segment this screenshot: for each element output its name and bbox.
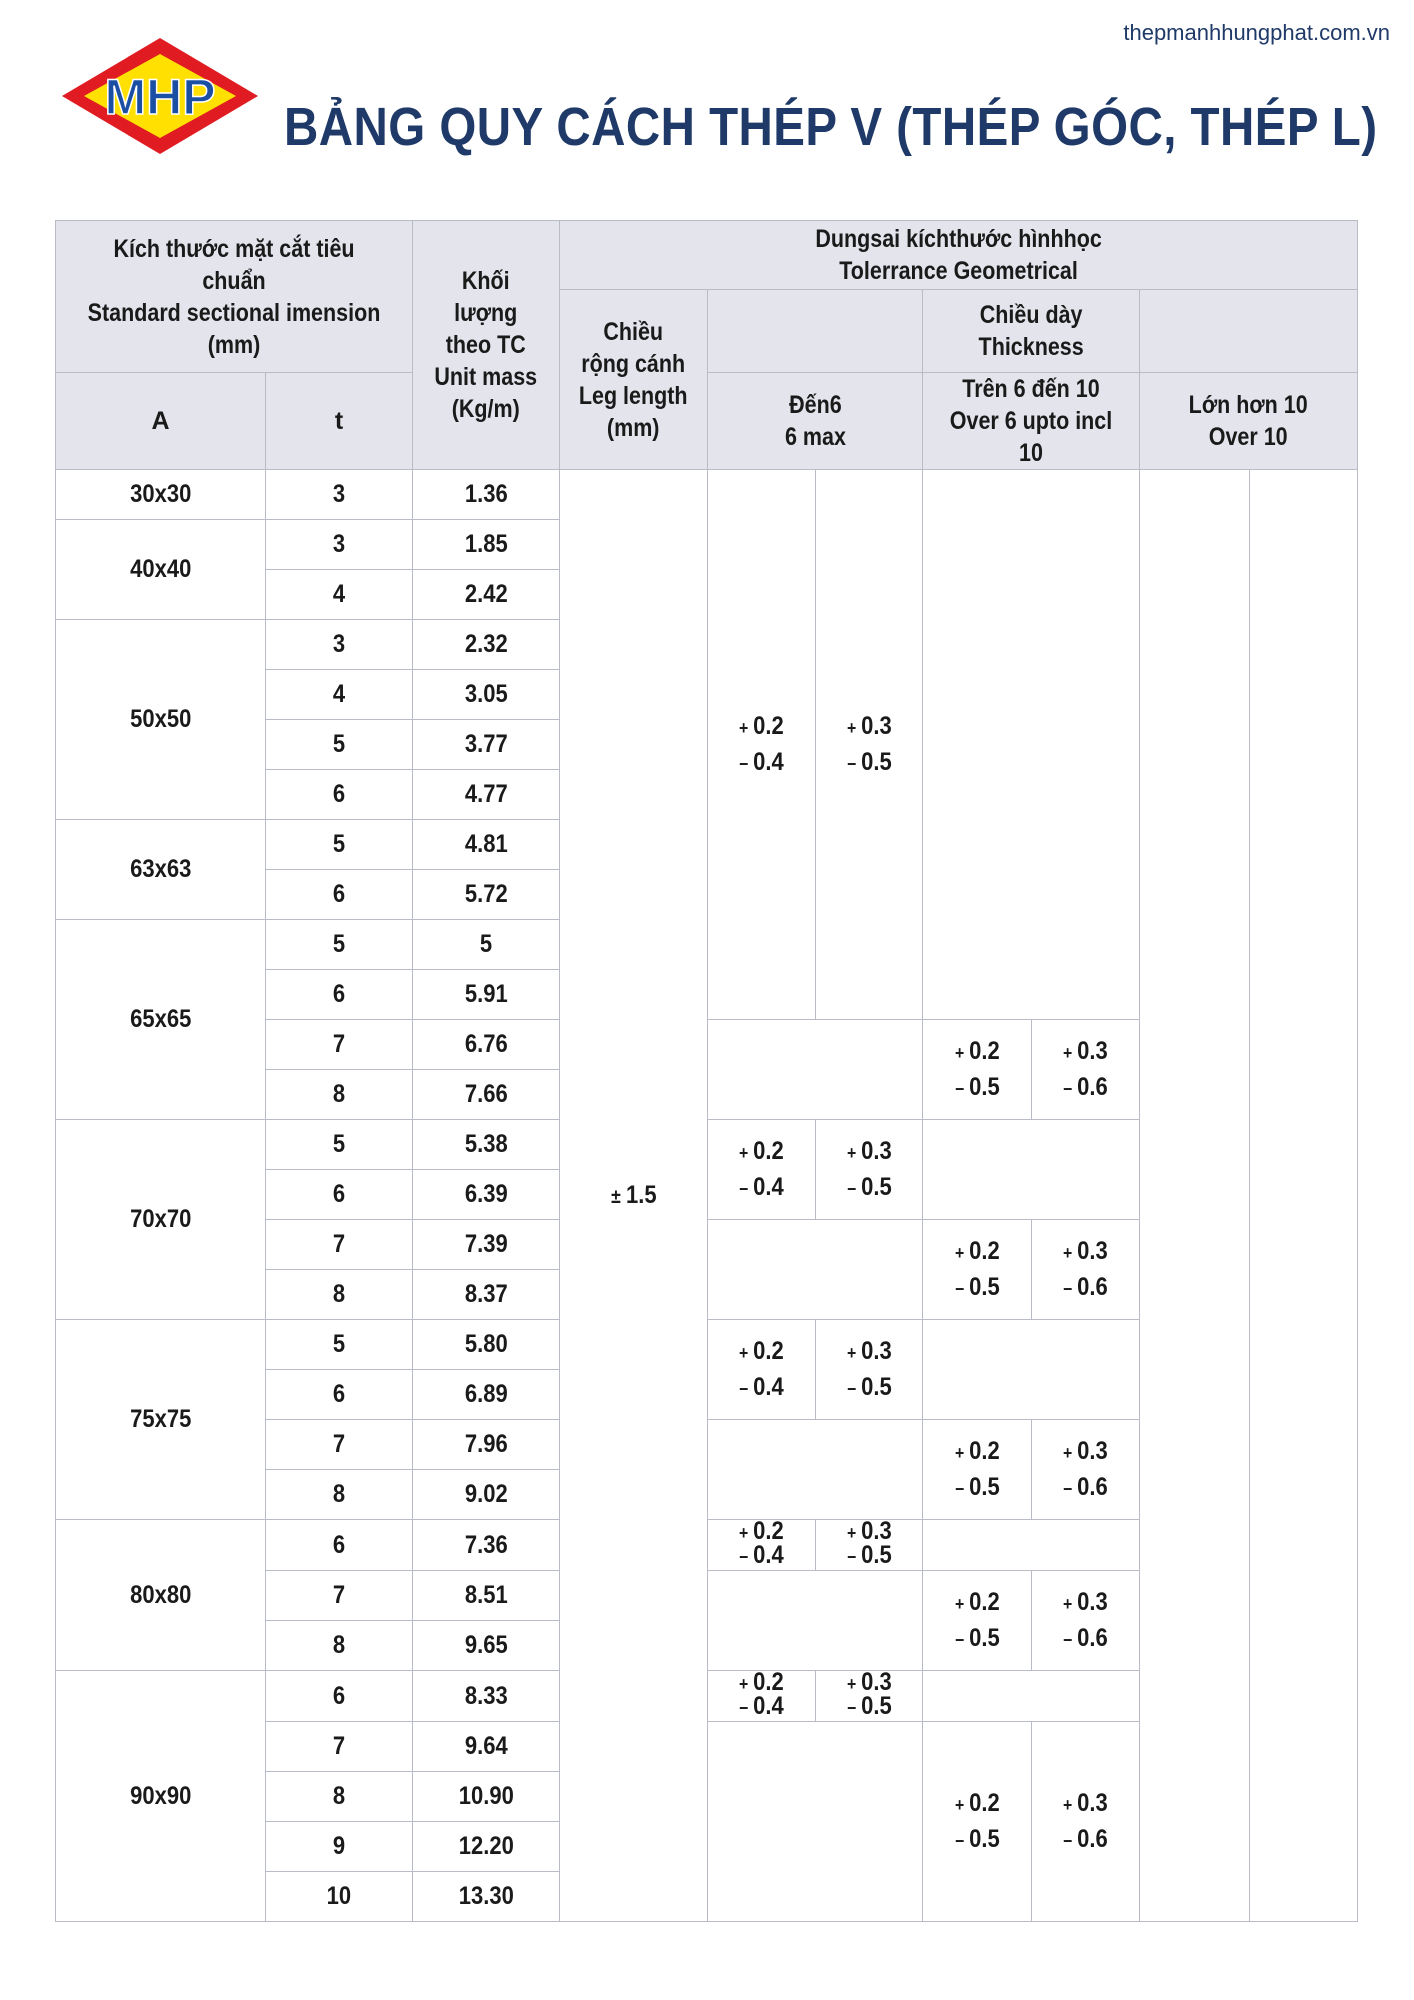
cell-empty xyxy=(923,1520,1140,1571)
cell-mass: 7.66 xyxy=(413,1070,560,1120)
header-upto-6: Đến6 6 max xyxy=(708,373,923,470)
cell-tol-upto6-a: + 0.2 − 0.4 xyxy=(708,1320,816,1420)
cell-thickness: 6 xyxy=(266,1671,413,1722)
header-standard-section: Kích thước mặt cắt tiêu chuẩn Standard sectional imension (mm) xyxy=(56,221,413,373)
cell-mass: 6.89 xyxy=(413,1370,560,1420)
header-tolerance: Dungsai kíchthước hìnhhọc Tolerrance Geometrical xyxy=(560,221,1358,290)
cell-mass: 5.80 xyxy=(413,1320,560,1370)
cell-mass: 2.42 xyxy=(413,570,560,620)
cell-tol-upto6-b: + 0.3 − 0.5 xyxy=(816,1671,923,1722)
cell-tol-upto6-a: + 0.2 − 0.4 xyxy=(708,1520,816,1571)
cell-mass: 9.64 xyxy=(413,1722,560,1772)
steel-spec-table xyxy=(55,220,1358,1922)
header-thickness: Chiều dày Thickness xyxy=(923,290,1140,373)
cell-size: 30x30 xyxy=(56,470,266,520)
cell-tol-upto6-b: + 0.3 − 0.5 xyxy=(816,1120,923,1220)
cell-mass: 1.36 xyxy=(413,470,560,520)
cell-mass: 7.39 xyxy=(413,1220,560,1270)
cell-mass: 5 xyxy=(413,920,560,970)
cell-empty xyxy=(708,1571,923,1671)
cell-mass: 5.72 xyxy=(413,870,560,920)
cell-over10-a xyxy=(1140,470,1250,1922)
cell-tol-upto6-b: + 0.3 − 0.5 xyxy=(816,470,923,1020)
cell-leg-tolerance: ± 1.5 xyxy=(560,470,708,1922)
cell-mass: 8.33 xyxy=(413,1671,560,1722)
cell-thickness: 5 xyxy=(266,720,413,770)
cell-tol-upto6-a: + 0.2 − 0.4 xyxy=(708,1671,816,1722)
header-blank-right xyxy=(1140,290,1358,373)
cell-mass: 7.96 xyxy=(413,1420,560,1470)
cell-mass: 13.30 xyxy=(413,1872,560,1922)
cell-mass: 8.37 xyxy=(413,1270,560,1320)
cell-tol-upto6-a: + 0.2 − 0.4 xyxy=(708,470,816,1020)
cell-thickness: 3 xyxy=(266,620,413,670)
cell-mass: 6.39 xyxy=(413,1170,560,1220)
cell-thickness: 7 xyxy=(266,1020,413,1070)
cell-thickness: 5 xyxy=(266,1120,413,1170)
cell-mass: 3.77 xyxy=(413,720,560,770)
page-title: BẢNG QUY CÁCH THÉP V (THÉP GÓC, THÉP L) xyxy=(284,97,1378,157)
cell-mass: 4.81 xyxy=(413,820,560,870)
cell-size: 80x80 xyxy=(56,1520,266,1671)
cell-thickness: 7 xyxy=(266,1420,413,1470)
cell-tol-upto6-b: + 0.3 − 0.5 xyxy=(816,1520,923,1571)
cell-tol-over6-a: + 0.2 − 0.5 xyxy=(923,1220,1032,1320)
cell-tol-over6-b: + 0.3 − 0.6 xyxy=(1032,1420,1140,1520)
cell-size: 75x75 xyxy=(56,1320,266,1520)
cell-tol-upto6-b: + 0.3 − 0.5 xyxy=(816,1320,923,1420)
cell-tol-over6-b: + 0.3 − 0.6 xyxy=(1032,1722,1140,1922)
table-row xyxy=(56,470,1358,520)
cell-size: 40x40 xyxy=(56,520,266,620)
cell-empty xyxy=(708,1220,923,1320)
cell-empty xyxy=(708,1020,923,1120)
cell-mass: 12.20 xyxy=(413,1822,560,1872)
header-over-6-to-10: Trên 6 đến 10 Over 6 upto incl 10 xyxy=(923,373,1140,470)
header-col-t: t xyxy=(266,373,413,470)
cell-size: 50x50 xyxy=(56,620,266,820)
cell-tol-over6-a: + 0.2 − 0.5 xyxy=(923,1020,1032,1120)
cell-mass: 5.38 xyxy=(413,1120,560,1170)
cell-mass: 3.05 xyxy=(413,670,560,720)
cell-thickness: 8 xyxy=(266,1470,413,1520)
cell-thickness: 8 xyxy=(266,1070,413,1120)
cell-mass: 10.90 xyxy=(413,1772,560,1822)
cell-thickness: 10 xyxy=(266,1872,413,1922)
cell-thickness: 4 xyxy=(266,570,413,620)
cell-thickness: 8 xyxy=(266,1621,413,1671)
cell-tol-over6-b: + 0.3 − 0.6 xyxy=(1032,1571,1140,1671)
cell-size: 65x65 xyxy=(56,920,266,1120)
cell-thickness: 5 xyxy=(266,920,413,970)
cell-thickness: 7 xyxy=(266,1722,413,1772)
cell-mass: 8.51 xyxy=(413,1571,560,1621)
cell-tol-over6-b: + 0.3 − 0.6 xyxy=(1032,1220,1140,1320)
cell-size: 90x90 xyxy=(56,1671,266,1922)
cell-thickness: 6 xyxy=(266,970,413,1020)
cell-thickness: 6 xyxy=(266,770,413,820)
header-col-a: A xyxy=(56,373,266,470)
cell-tol-over6-a: + 0.2 − 0.5 xyxy=(923,1722,1032,1922)
cell-size: 63x63 xyxy=(56,820,266,920)
cell-empty xyxy=(708,1420,923,1520)
cell-empty xyxy=(708,1722,923,1922)
cell-thickness: 6 xyxy=(266,870,413,920)
cell-size: 70x70 xyxy=(56,1120,266,1320)
cell-thickness: 3 xyxy=(266,520,413,570)
cell-thickness: 3 xyxy=(266,470,413,520)
cell-over10-b xyxy=(1250,470,1358,1922)
cell-mass: 1.85 xyxy=(413,520,560,570)
cell-mass: 9.02 xyxy=(413,1470,560,1520)
cell-tol-over6-a: + 0.2 − 0.5 xyxy=(923,1571,1032,1671)
site-url[interactable]: thepmanhhungphat.com.vn xyxy=(1123,20,1390,45)
header-blank-left xyxy=(708,290,923,373)
cell-thickness: 7 xyxy=(266,1220,413,1270)
cell-thickness: 8 xyxy=(266,1772,413,1822)
cell-thickness: 6 xyxy=(266,1520,413,1571)
header-unit-mass: Khối lượng theo TC Unit mass (Kg/m) xyxy=(413,221,560,470)
cell-mass: 6.76 xyxy=(413,1020,560,1070)
cell-tol-upto6-a: + 0.2 − 0.4 xyxy=(708,1120,816,1220)
cell-tol-over6-b: + 0.3 − 0.6 xyxy=(1032,1020,1140,1120)
cell-thickness: 9 xyxy=(266,1822,413,1872)
cell-mass: 2.32 xyxy=(413,620,560,670)
company-logo xyxy=(60,36,260,156)
cell-mass: 7.36 xyxy=(413,1520,560,1571)
cell-tol-over6-a: + 0.2 − 0.5 xyxy=(923,1420,1032,1520)
cell-empty xyxy=(923,1320,1140,1420)
cell-thickness: 5 xyxy=(266,1320,413,1370)
cell-empty xyxy=(923,1671,1140,1722)
cell-thickness: 7 xyxy=(266,1571,413,1621)
cell-thickness: 4 xyxy=(266,670,413,720)
cell-mass: 9.65 xyxy=(413,1621,560,1671)
cell-thickness: 6 xyxy=(266,1370,413,1420)
header-over-10: Lớn hơn 10 Over 10 xyxy=(1140,373,1358,470)
cell-mass: 4.77 xyxy=(413,770,560,820)
cell-thickness: 8 xyxy=(266,1270,413,1320)
cell-empty xyxy=(923,1120,1140,1220)
header-leg-length: Chiều rộng cánh Leg length (mm) xyxy=(560,290,708,470)
cell-mass: 5.91 xyxy=(413,970,560,1020)
cell-thickness: 5 xyxy=(266,820,413,870)
cell-empty xyxy=(923,470,1140,1020)
logo-text: MHP xyxy=(104,69,216,125)
cell-thickness: 6 xyxy=(266,1170,413,1220)
